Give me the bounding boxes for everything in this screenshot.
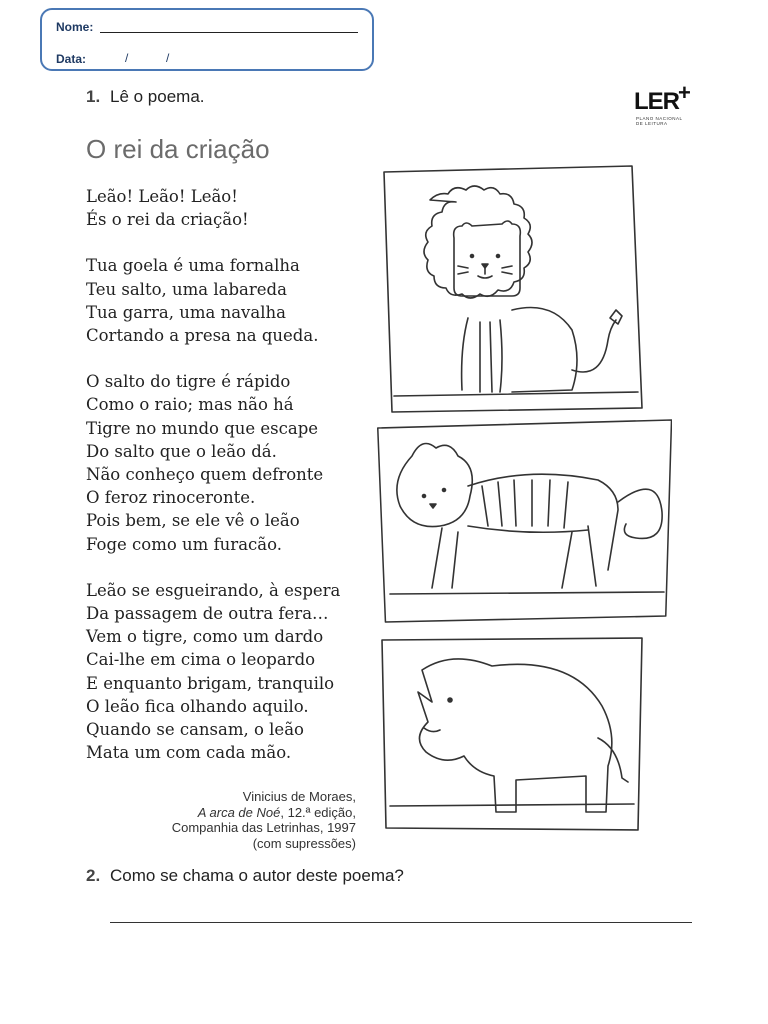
poem-line: O salto do tigre é rápido <box>86 372 291 392</box>
poem-line: Cai-lhe em cima o leopardo <box>86 650 316 670</box>
tiger-drawing <box>378 420 672 622</box>
name-field[interactable] <box>100 32 358 33</box>
poem-title: O rei da criação <box>86 134 270 164</box>
poem-line: Tua goela é uma fornalha <box>86 256 300 276</box>
poem-line: Como o raio; mas não há <box>86 395 294 415</box>
poem-line: Pois bem, se ele vê o leão <box>86 511 300 531</box>
poem-credit <box>172 789 356 851</box>
credit-publisher: Companhia das Letrinhas, 1997 <box>171 820 356 835</box>
poem-line: Quando se cansam, o leão <box>86 720 304 740</box>
date-label: Data: <box>56 52 87 66</box>
answer-line[interactable] <box>110 922 692 923</box>
poem-line: Do salto que o leão dá. <box>86 441 277 461</box>
poem-line: Vem o tigre, como um dardo <box>86 627 324 647</box>
logo-plus: + <box>678 80 691 105</box>
poem-line: O feroz rinoceronte. <box>86 488 256 508</box>
poem-body <box>86 185 340 787</box>
lion-drawing <box>384 166 642 412</box>
stanza <box>86 370 340 556</box>
date-separator: / <box>166 51 170 65</box>
poem-line: Da passagem de outra fera… <box>86 604 329 624</box>
rhinoceros-drawing <box>382 638 642 830</box>
poem-line: És o rei da criação! <box>86 210 249 230</box>
poem-line: O leão fica olhando aquilo. <box>86 696 309 716</box>
credit-author: Vinicius de Moraes, <box>242 789 356 804</box>
question-2-number: 2. <box>86 866 101 885</box>
stanza <box>86 254 340 347</box>
poem-line: Tua garra, uma navalha <box>86 302 286 322</box>
credit-edition: , 12.ª edição, <box>280 804 356 820</box>
poem-line: Tigre no mundo que escape <box>86 418 319 438</box>
student-info-box <box>40 8 374 71</box>
question-2-text: Como se chama o autor deste poema? <box>110 866 404 885</box>
date-separator: / <box>125 51 129 65</box>
poem-line: Mata um com cada mão. <box>86 743 292 763</box>
illustration-column <box>372 160 672 840</box>
stanza <box>86 579 340 765</box>
poem-line: Cortando a presa na queda. <box>86 326 319 346</box>
stanza <box>86 185 340 231</box>
question-1-text: Lê o poema. <box>110 87 205 106</box>
poem-line: Foge como um furacão. <box>86 534 282 554</box>
poem-line: E enquanto brigam, tranquilo <box>86 673 335 693</box>
question-1-number: 1. <box>86 87 101 106</box>
credit-note: (com supressões) <box>252 835 356 851</box>
logo-subtitle <box>636 116 683 126</box>
poem-line: Não conheço quem defronte <box>86 465 324 485</box>
logo-subtitle-line: DE LEITURA <box>636 121 668 126</box>
logo-subtitle-line: PLANO NACIONAL <box>636 116 683 121</box>
credit-book-title: A arca de Noé <box>197 804 281 820</box>
poem-line: Leão se esgueirando, à espera <box>86 580 341 600</box>
poem-line: Teu salto, uma labareda <box>86 279 287 299</box>
poem-line: Leão! Leão! Leão! <box>86 187 238 206</box>
name-label: Nome: <box>56 20 94 34</box>
ler-plus-logo <box>634 80 694 128</box>
logo-text: LER <box>634 88 679 115</box>
credit-book-line <box>172 805 356 821</box>
